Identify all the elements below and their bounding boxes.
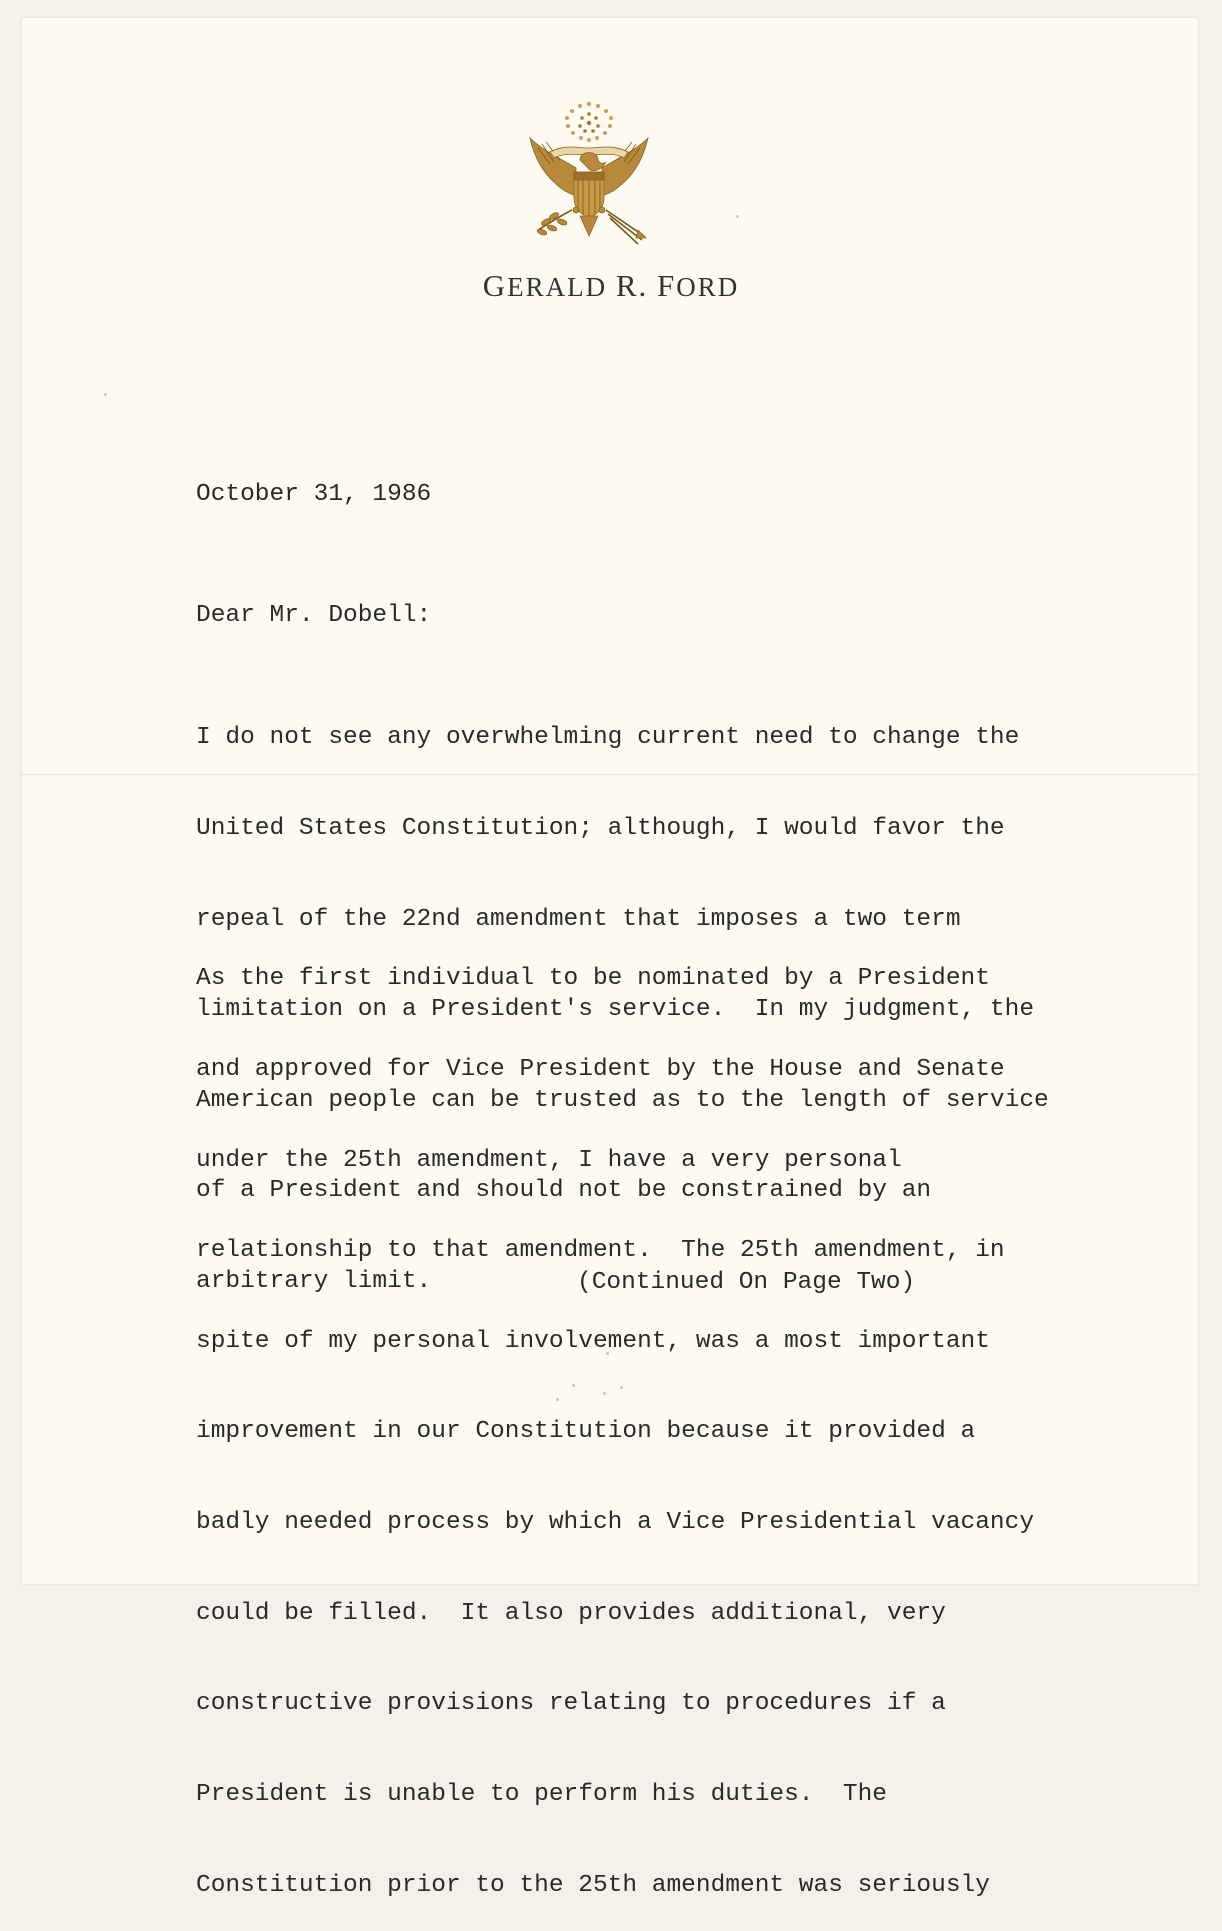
letterhead-name: GERALD R. FORD (482, 268, 740, 303)
great-seal-eagle-icon (520, 98, 658, 258)
text-line: limitation on a President's service. In my judgment, the (196, 996, 1035, 1024)
text-line: improvement in our Constitution because it provided a (196, 1418, 976, 1446)
text-line: constructive provisions relating to procedures if a (196, 1690, 946, 1718)
text-line: under the 25th amendment, I have a very personal (196, 1146, 902, 1174)
text-line: United States Constitution; although, I would favor the (196, 815, 1005, 843)
text-line: could be filled. It also provides additional, very (196, 1599, 946, 1627)
text-line: American people can be trusted as to the length of service (196, 1086, 1049, 1114)
text-line: Constitution prior to the 25th amendment was seriously (196, 1871, 990, 1899)
letter-date: October 31, 1986 (196, 481, 432, 508)
text-line: repeal of the 22nd amendment that imposes a two term (196, 905, 961, 933)
salutation: Dear Mr. Dobell: (196, 602, 432, 629)
text-line: relationship to that amendment. The 25th amendment, in (196, 1237, 1005, 1265)
paragraph-2 (196, 904, 1034, 1931)
text-line: badly needed process by which a Vice Presidential vacancy (196, 1509, 1035, 1537)
text-line: of a President and should not be constrained by an (196, 1177, 932, 1205)
text-line: President is unable to perform his duties. The (196, 1780, 888, 1808)
text-line: I do not see any overwhelming current need to change the (196, 724, 1020, 752)
text-line: arbitrary limit. (196, 1268, 432, 1296)
text-line: and approved for Vice President by the House and Senate (196, 1056, 1005, 1084)
continued-note: (Continued On Page Two) (577, 1269, 916, 1296)
text-line: spite of my personal involvement, was a most important (196, 1327, 990, 1355)
text-line: As the first individual to be nominated by a President (196, 965, 990, 993)
